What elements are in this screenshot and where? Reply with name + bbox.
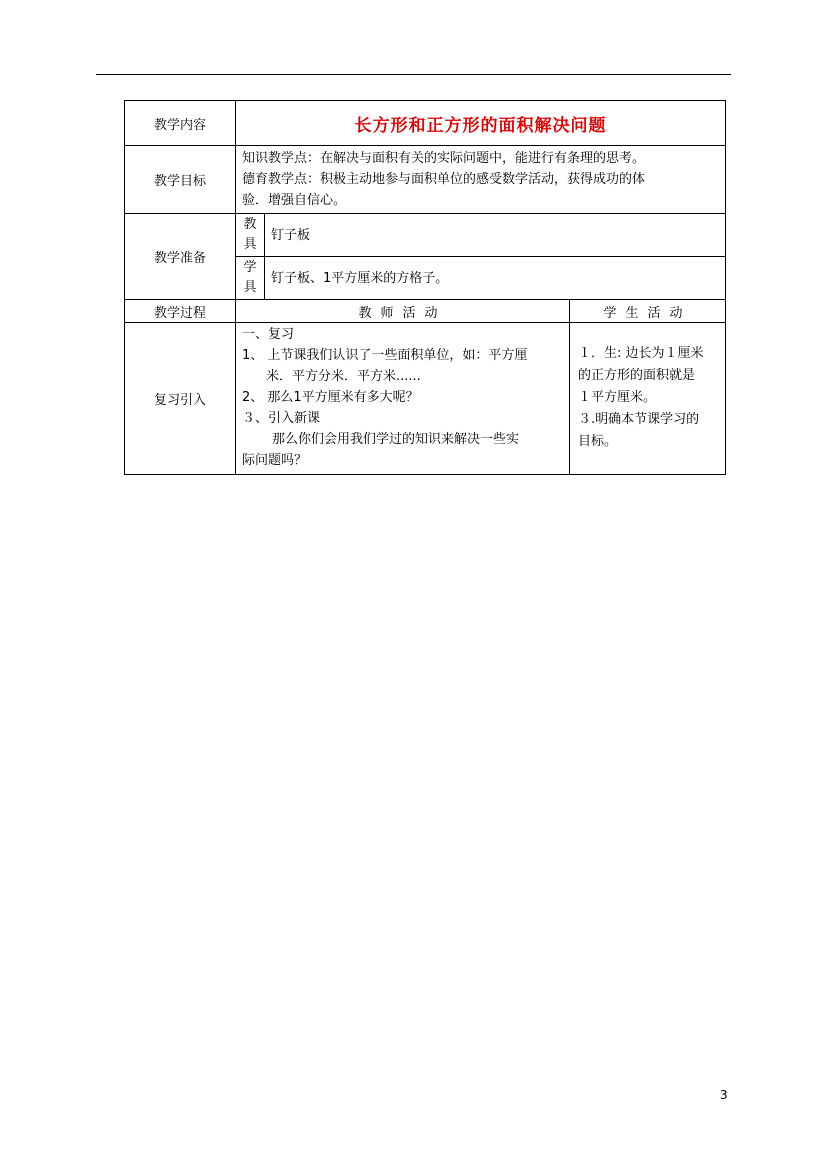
page-number: 3 <box>720 1088 728 1102</box>
teacher-tools-label-char: 具 <box>243 237 257 252</box>
student-tools-value: 钉子板、1平方厘米的方格子。 <box>265 257 726 300</box>
student-tools-label-char: 具 <box>243 280 257 295</box>
goals-line: 知识教学点：在解决与面积有关的实际问题中，能进行有条理的思考。 <box>242 151 646 166</box>
header-rule <box>96 74 731 75</box>
goals-line: 验．增强自信心。 <box>242 193 347 208</box>
teacher-line: 一、复习 <box>242 327 295 342</box>
student-activity <box>570 323 726 475</box>
goals-text <box>236 146 726 214</box>
goals-row <box>125 146 726 214</box>
prep-row-teacher <box>125 214 726 257</box>
teacher-tools-value: 钉子板 <box>265 214 726 257</box>
teacher-line: 2、 那么1平方厘米有多大呢？ <box>242 390 419 405</box>
student-line: 目标。 <box>578 434 618 449</box>
process-label: 教学过程 <box>125 300 236 323</box>
goals-line: 德育教学点：积极主动地参与面积单位的感受数学活动，获得成功的体 <box>242 172 646 187</box>
teacher-line: 1、 上节课我们认识了一些面积单位，如：平方厘 <box>242 348 528 363</box>
teacher-tools-label-char: 教 <box>243 217 257 232</box>
student-line: １平方厘米。 <box>578 390 657 405</box>
teacher-tools-label <box>236 214 265 257</box>
review-row <box>125 323 726 475</box>
teacher-line: ３、引入新课 <box>242 411 321 426</box>
student-tools-label <box>236 257 265 300</box>
review-label: 复习引入 <box>125 323 236 475</box>
student-activity-header: 学生活动 <box>570 300 726 323</box>
lesson-title: 长方形和正方形的面积解决问题 <box>236 101 726 146</box>
student-line: ３.明确本节课学习的 <box>578 412 700 427</box>
content-label: 教学内容 <box>125 101 236 146</box>
lesson-plan-table <box>124 100 726 475</box>
teacher-activity <box>236 323 570 475</box>
teacher-line: 那么你们会用我们学过的知识来解决一些实 <box>272 432 520 447</box>
student-tools-label-char: 学 <box>243 260 257 275</box>
student-line: 的正方形的面积就是 <box>578 368 696 383</box>
content-row <box>125 101 726 146</box>
process-header-row <box>125 300 726 323</box>
student-line: １．生: 边长为１厘米 <box>578 346 704 361</box>
prep-label: 教学准备 <box>125 214 236 300</box>
teacher-activity-header: 教师活动 <box>236 300 570 323</box>
teacher-line: 米．平方分米．平方米...... <box>266 369 421 384</box>
goals-label: 教学目标 <box>125 146 236 214</box>
teacher-line: 际问题吗？ <box>242 453 308 468</box>
